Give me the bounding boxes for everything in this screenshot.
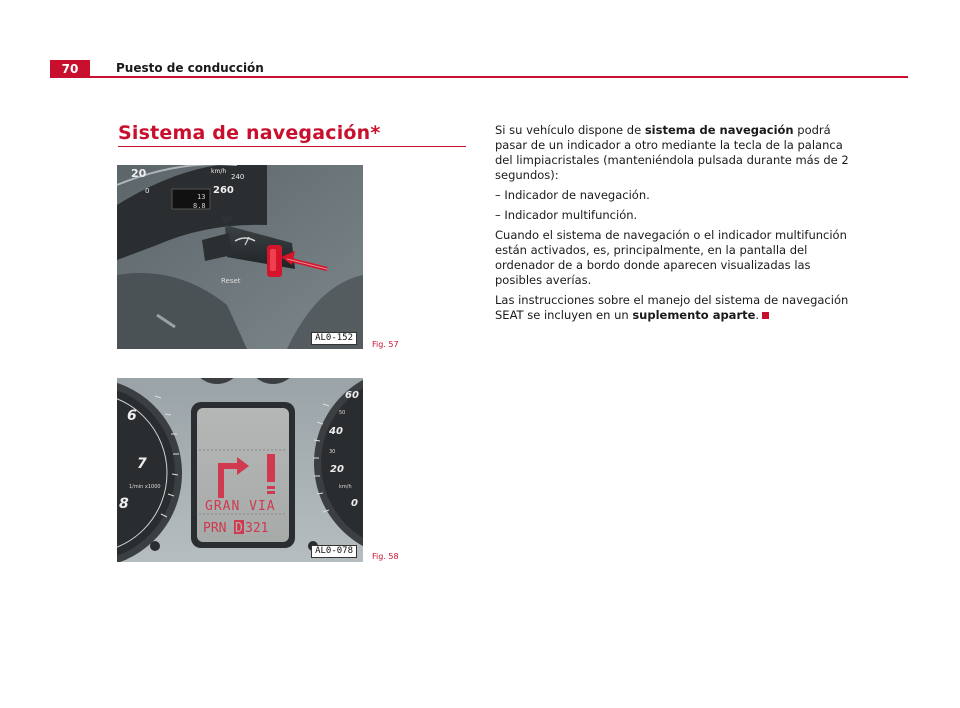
wiper-stalk-illustration [117,165,363,349]
gauge-label: km/h [211,168,227,175]
rpm-unit-label: 1/min x1000 [129,484,161,490]
paragraph-instructions [495,293,855,323]
figure-wiper-stalk [117,165,363,349]
text-span: Si su vehículo dispone de [495,123,645,137]
gauge-label: 0 [145,187,150,195]
list-item: – Indicador de navegación. [495,188,650,202]
gear-prefix: PRN [203,521,227,536]
figure-code: AL0-152 [311,332,357,345]
speed-label: 40 [329,426,343,437]
bold-term: sistema de navegación [644,123,794,137]
rpm-label: 7 [137,456,147,472]
header-divider [50,76,908,78]
speed-label: 0 [351,498,358,509]
section-title: Sistema de navegación* [118,122,381,144]
gear-selected: D [235,521,243,536]
chapter-title: Puesto de conducción [116,61,264,75]
page-number: 70 [50,60,90,78]
list-item: – Indicador multifunción. [495,208,638,222]
paragraph-intro [495,123,855,183]
speed-label: 20 [330,464,344,475]
stalk-reset-label: Reset [221,277,241,285]
figure-label: Fig. 58 [372,552,399,561]
speed-label: 30 [329,449,336,455]
rpm-label: 6 [127,408,137,424]
figure-code: AL0-078 [311,545,357,558]
speed-label: 60 [345,390,359,401]
gauge-display-value: 13 [197,193,206,201]
paragraph-faults: Cuando el sistema de navegación o el indicador multifunción están activados, es, principalmente, en la pantalla del ordenador de a bordo donde aparecen visualizadas las posibles averías. [495,228,847,287]
nav-street-name: GRAN VIA [205,499,276,514]
section-end-marker [762,312,769,319]
text-span: Las instrucciones sobre el manejo del sistema de navegación SEAT se incluyen en un [495,293,849,322]
gear-suffix: 321 [245,521,269,536]
nav-display-illustration [117,378,363,562]
text-span: podrá pasar de un indicador a otro mediante la tecla de la palanca del limpiacristales (manteniéndola pulsada durante más de 2 segundos): [495,123,849,182]
gauge-display-value: 8.8 [193,202,206,210]
gauge-label: 260 [213,185,234,196]
text-span: . [755,308,760,322]
rpm-label: 8 [119,496,129,512]
figure-label: Fig. 57 [372,340,399,349]
body-text [495,123,855,328]
speed-unit-label: km/h [339,484,352,490]
gauge-label: 20 [131,167,147,180]
bold-term: suplemento aparte [632,308,756,322]
speed-label: 50 [339,410,346,416]
figure-nav-display [117,378,363,562]
gauge-label: 240 [231,173,245,181]
section-divider [118,146,466,147]
